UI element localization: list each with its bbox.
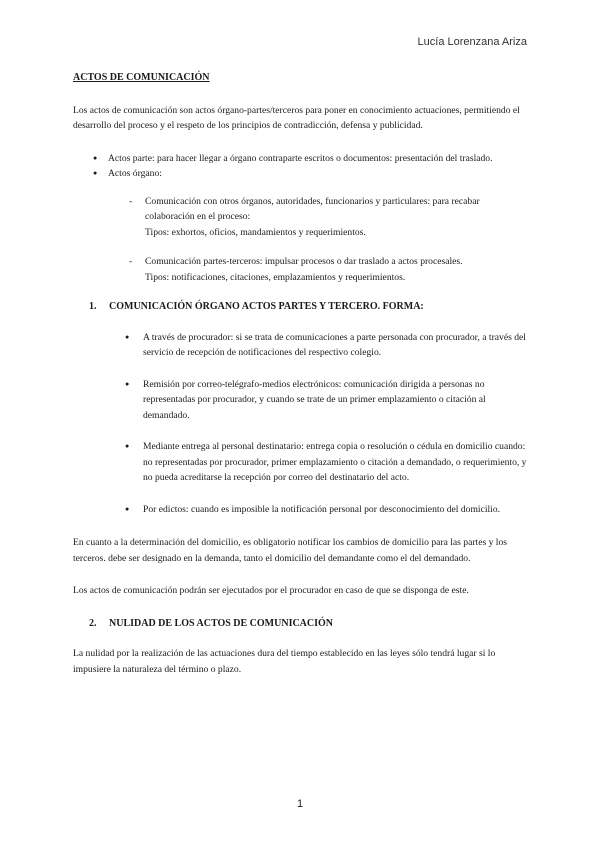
sub-list-item	[129, 194, 528, 241]
author-header: Lucía Lorenzana Ariza	[417, 36, 527, 48]
section-number: 2.	[89, 617, 97, 629]
list-item: ● Por edictos: cuando es imposible la notificación personal por desconocimiento del domicilio.	[125, 502, 528, 518]
domicile-paragraph: En cuanto a la determinación del domicilio, es obligatorio notificar los cambios de domicilio para las partes y los terceros. debe ser designado en la demanda, tanto el domicilio del demandante como el del demandado.	[73, 537, 507, 564]
list-item: ● Remisión por correo-telégrafo-medios electrónicos: comunicación dirigida a personas no representadas por procurador, y cuando se trate de un primer emplazamiento o citación al demandado.	[125, 377, 528, 424]
forms-list	[125, 330, 528, 518]
list-item: ● Actos parte: para hacer llegar a órgano contraparte escritos o documentos: presentación del traslado.	[93, 151, 528, 167]
section-number: 1.	[89, 301, 97, 312]
intro-paragraph: Los actos de comunicación son actos órgano-partes/terceros para poner en conocimiento actuaciones, permitiendo el desarrollo del proceso y el respeto de los principios de contradicción, defensa y publicidad.	[73, 104, 520, 131]
procurador-paragraph: Los actos de comunicación podrán ser ejecutados por el procurador en caso de que se disponga de este.	[73, 585, 469, 596]
organ-acts-sublist	[129, 194, 528, 286]
page-number: 1	[296, 798, 304, 810]
section-title: NULIDAD DE LOS ACTOS DE COMUNICACIÓN	[109, 617, 334, 629]
document-title: ACTOS DE COMUNICACIÓN	[73, 72, 210, 83]
acts-list	[93, 151, 528, 182]
section-title: COMUNICACIÓN ÓRGANO ACTOS PARTES Y TERCERO. FORMA:	[109, 301, 424, 312]
sub-item-types: Tipos: notificaciones, citaciones, emplazamientos y requerimientos.	[145, 271, 406, 283]
nulidad-paragraph: La nulidad por la realización de las actuaciones dura del tiempo establecido en las leyes sólo tendrá lugar si lo impusiere la naturaleza del término o plazo.	[73, 648, 496, 675]
sub-item-text: - Comunicación con otros órganos, autoridades, funcionarios y particulares: para recabar colaboración en el proceso:	[145, 195, 480, 222]
list-item: ● Mediante entrega al personal destinatario: entrega copia o resolución o cédula en domicilio cuando: no representadas por procurador, primer emplazamiento o citación a demandado, o requerimiento, y no pueda acreditarse la recepción por correo del destinatario del acto.	[125, 439, 528, 486]
sub-item-types: Tipos: exhortos, oficios, mandamientos y requerimientos.	[145, 226, 366, 238]
sub-item-text: - Comunicación partes-terceros: impulsar procesos o dar traslado a actos procesales.	[145, 256, 463, 267]
section-2-heading	[89, 616, 528, 632]
list-item: ● Actos órgano:	[93, 166, 528, 182]
list-item: ● A través de procurador: si se trata de comunicaciones a parte personada con procurador, a través del servicio de recepción de notificaciones del respectivo colegio.	[125, 330, 528, 361]
document-body	[73, 70, 528, 694]
sub-list-item	[129, 254, 528, 285]
section-1-heading	[89, 299, 528, 315]
